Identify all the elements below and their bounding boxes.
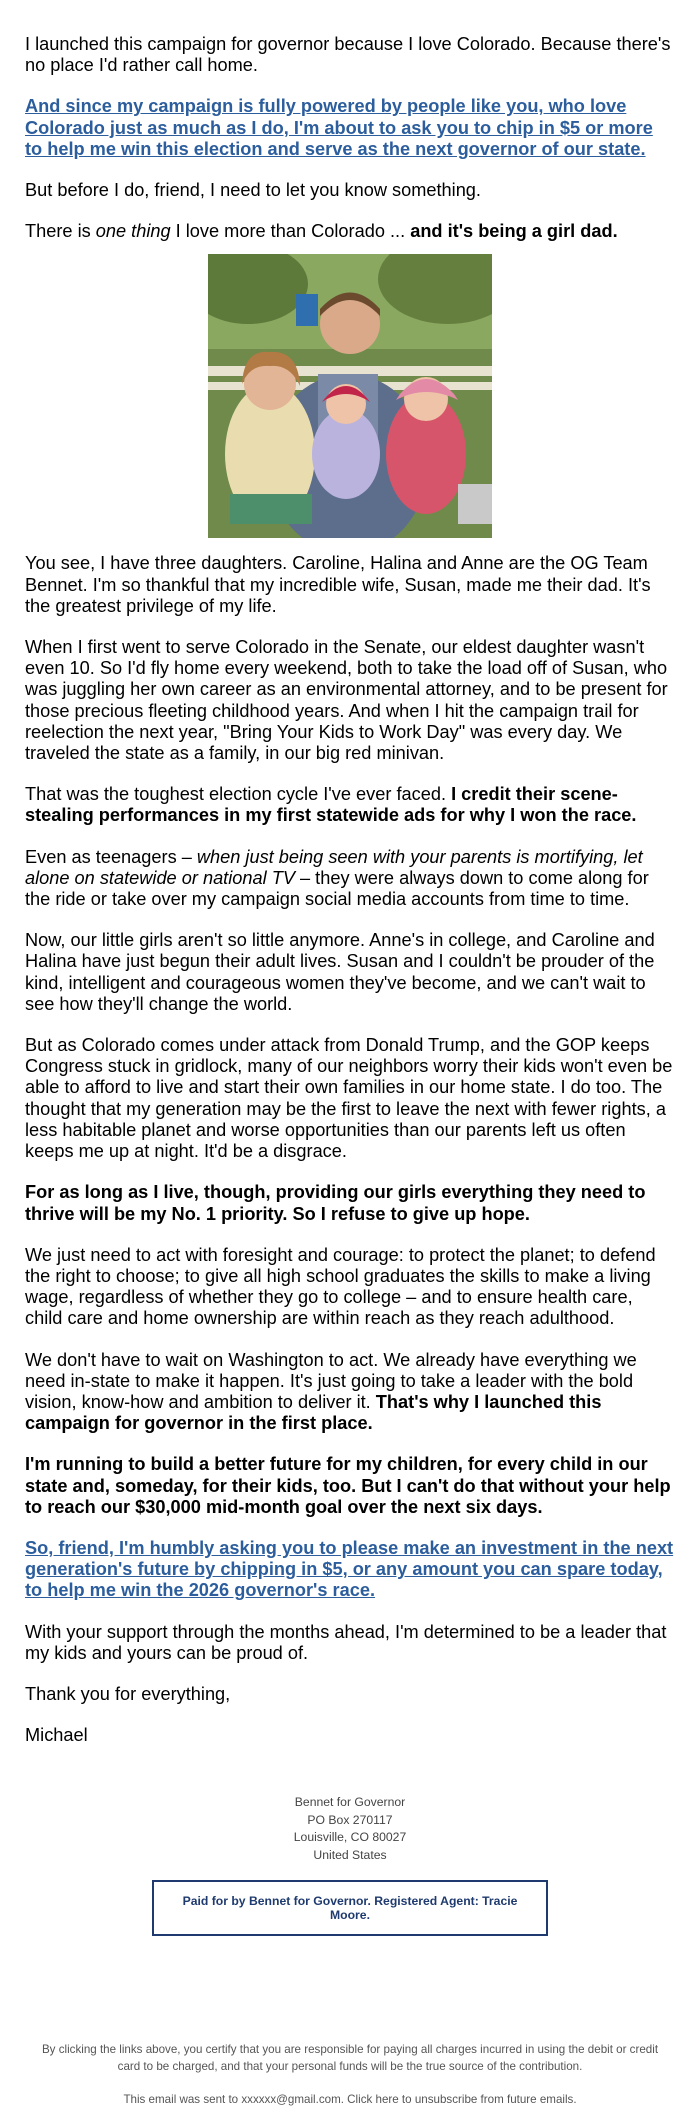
photo-container [25,254,675,543]
mailing-address [0,1794,700,1864]
donate-link-1[interactable]: And since my campaign is fully powered by people like you, who love Colorado just as much as I do, I'm about to ask you to chip in $5 or more to help me win this election and serve as the next governor of our state. [25,96,653,159]
po-box: PO Box 270117 [307,1812,393,1827]
email-footer [0,1794,700,2106]
cta-paragraph-1 [25,96,675,160]
paragraph-13: I'm running to build a better future for my children, for every child in our state and, someday, for their kids, too. But I can't do that without your help to reach our $30,000 mid-month goal over the next six days. [25,1454,671,1517]
paragraph-11: We just need to act with foresight and courage: to protect the planet; to defend the right to choose; to give all high school graduates the skills to make a living wage, regardless of whether they go to college – and to ensure health care, child care and home ownership are within reach as they reach adulthood. [25,1244,656,1329]
paragraph-8: Now, our little girls aren't so little anymore. Anne's in college, and Caroline and Halina have just begun their adult lives. Susan and I couldn't be prouder of the kind, intelligent and courageous women they've become, and we can't wait to see how they'll change the world. [25,930,655,1014]
country-line: United States [313,1847,387,1862]
org-name: Bennet for Governor [294,1795,406,1810]
family-photo [208,254,492,538]
donate-link-2[interactable]: So, friend, I'm humbly asking you to please make an investment in the next generation's future by chipping in $5, or any amount you can spare today, to help me win the 2026 governor's race. [25,1537,674,1601]
intro-paragraph: I launched this campaign for governor because I love Colorado. Because there's no place I'd rather call home. [25,34,671,76]
paragraph-2: But before I do, friend, I need to let you know something. [25,180,481,201]
paragraph-10: For as long as I live, though, providing our girls everything they need to thrive will be my No. 1 priority. So I refuse to give up hope. [25,1182,646,1224]
paragraph-9: But as Colorado comes under attack from Donald Trump, and the GOP keeps Congress stuck in gridlock, many of our neighbors worry their kids won't even be able to afford to live and start their own families in our home state. I do too. The thought that my generation may be the first to leave the next with fewer rights, a less habitable planet and worse opportunities than our parents left us often keeps me up at night. It'd be a disgrace. [25,1035,673,1162]
paragraph-6: That was the toughest election cycle I've ever faced. I credit their scene-stealing performances in my first statewide ads for why I won the race. [25,784,637,826]
paid-for-disclaimer: Paid for by Bennet for Governor. Registered Agent: Tracie Moore. [152,1880,548,1936]
legal-disclaimer: By clicking the links above, you certify that you are responsible for paying all charges incurred in using the debit or credit card to be charged, and that your personal funds will be the true source of the contribution. [41,2043,659,2074]
cta-paragraph-2 [25,1538,675,1602]
paragraph-14: With your support through the months ahead, I'm determined to be a leader that my kids and yours can be proud of. [25,1621,667,1663]
paragraph-4: You see, I have three daughters. Caroline, Halina and Anne are the OG Team Bennet. I'm so thankful that my incredible wife, Susan, made me their dad. It's the greatest privilege of my life. [25,553,651,616]
city-line: Louisville, CO 80027 [293,1830,407,1845]
paragraph-3: There is one thing I love more than Colorado ... and it's being a girl dad. [25,221,618,242]
paragraph-5: When I first went to serve Colorado in the Senate, our eldest daughter wasn't even 10. So I'd fly home every weekend, both to take the load off of Susan, who was juggling her own career as an environmental attorney, and to be present for those precious fleeting childhood years. And when I hit the campaign trail for reelection the next year, "Bring Your Kids to Work Day" was every day. We traveled the state as a family, in our big red minivan. [25,637,668,764]
signature: Michael [25,1725,88,1746]
paragraph-12: We don't have to wait on Washington to act. We already have everything we need in-state to make it happen. It's just going to take a leader with the bold vision, know-how and ambition to deliver it. That's why I launched this campaign for governor in the first place. [25,1349,637,1434]
unsubscribe-line[interactable]: This email was sent to xxxxxx@gmail.com. Click here to unsubscribe from future emails. [123,2093,577,2107]
paragraph-7: Even as teenagers – when just being seen with your parents is mortifying, let alone on statewide or national TV – they were always down to come along for the ride or take over my campaign social media accounts from time to time. [25,846,649,910]
closing-line: Thank you for everything, [25,1683,231,1704]
